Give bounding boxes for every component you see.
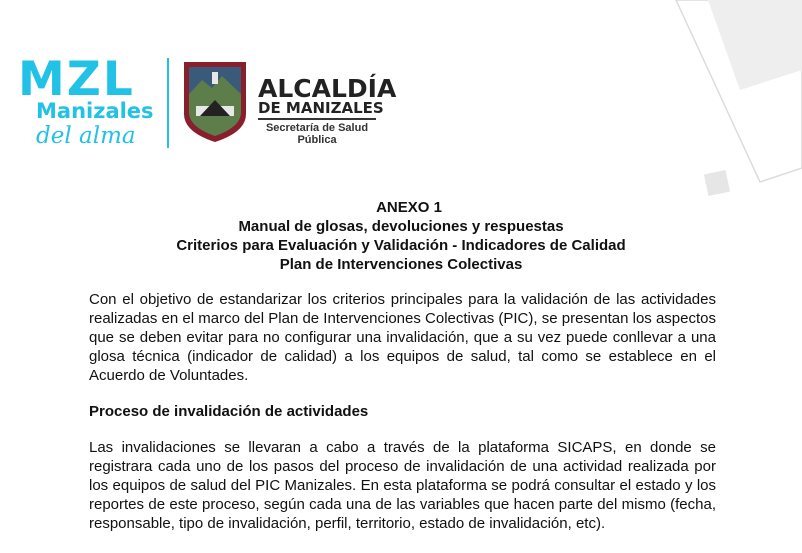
department-name bbox=[258, 122, 376, 146]
manual-title: Manual de glosas, devoluciones y respuestas bbox=[238, 218, 564, 235]
alcaldia-subtitle: DE MANIZALES bbox=[258, 99, 384, 117]
mzl-logo bbox=[14, 52, 164, 156]
intro-paragraph: Con el objetivo de estandarizar los criterios principales para la validación de las actividades realizadas en el marco del Plan de Intervenciones Colectivas (PIC), se presentan los aspectos que se deben evitar para no configurar una invalidación, que a su vez puede conllevar a una glosa técnica (indicador de calidad) a los equipos de salud, tal como se establece en el Acuerdo de Voluntades. bbox=[89, 291, 716, 384]
decorative-square bbox=[704, 170, 730, 196]
plan-title: Plan de Intervenciones Colectivas bbox=[279, 256, 523, 273]
criteria-title: Criterios para Evaluación y Validación - Indicadores de Calidad bbox=[176, 237, 626, 254]
department-line-2: Pública bbox=[297, 134, 337, 146]
section-paragraph: Las invalidaciones se llevaran a cabo a través de la plataforma SICAPS, en donde se registrara cada uno de los pasos del proceso de invalidación de una actividad realizada por los equipos de salud del PIC Manizales. En esta plataforma se podrá consultar el estado y los reportes de este proceso, según cada una de las variables que hacen parte del mismo (fecha, responsable, tipo de invalidación, perfil, territorio, estado de invalidación, etc). bbox=[89, 439, 716, 532]
mzl-logo-tagline: del alma bbox=[36, 123, 136, 149]
mzl-logo-name: Manizales bbox=[36, 99, 154, 123]
coat-of-arms-icon bbox=[182, 60, 248, 144]
annex-title: ANEXO 1 bbox=[376, 199, 442, 216]
logo-divider bbox=[167, 58, 169, 148]
mzl-logo-letters: MZL bbox=[18, 52, 135, 107]
section-heading: Proceso de invalidación de actividades bbox=[89, 403, 369, 420]
department-line-1: Secretaría de Salud bbox=[265, 122, 369, 134]
alcaldia-underline bbox=[258, 118, 376, 120]
alcaldia-title: ALCALDÍA bbox=[258, 74, 397, 103]
document-title-block bbox=[0, 198, 802, 274]
